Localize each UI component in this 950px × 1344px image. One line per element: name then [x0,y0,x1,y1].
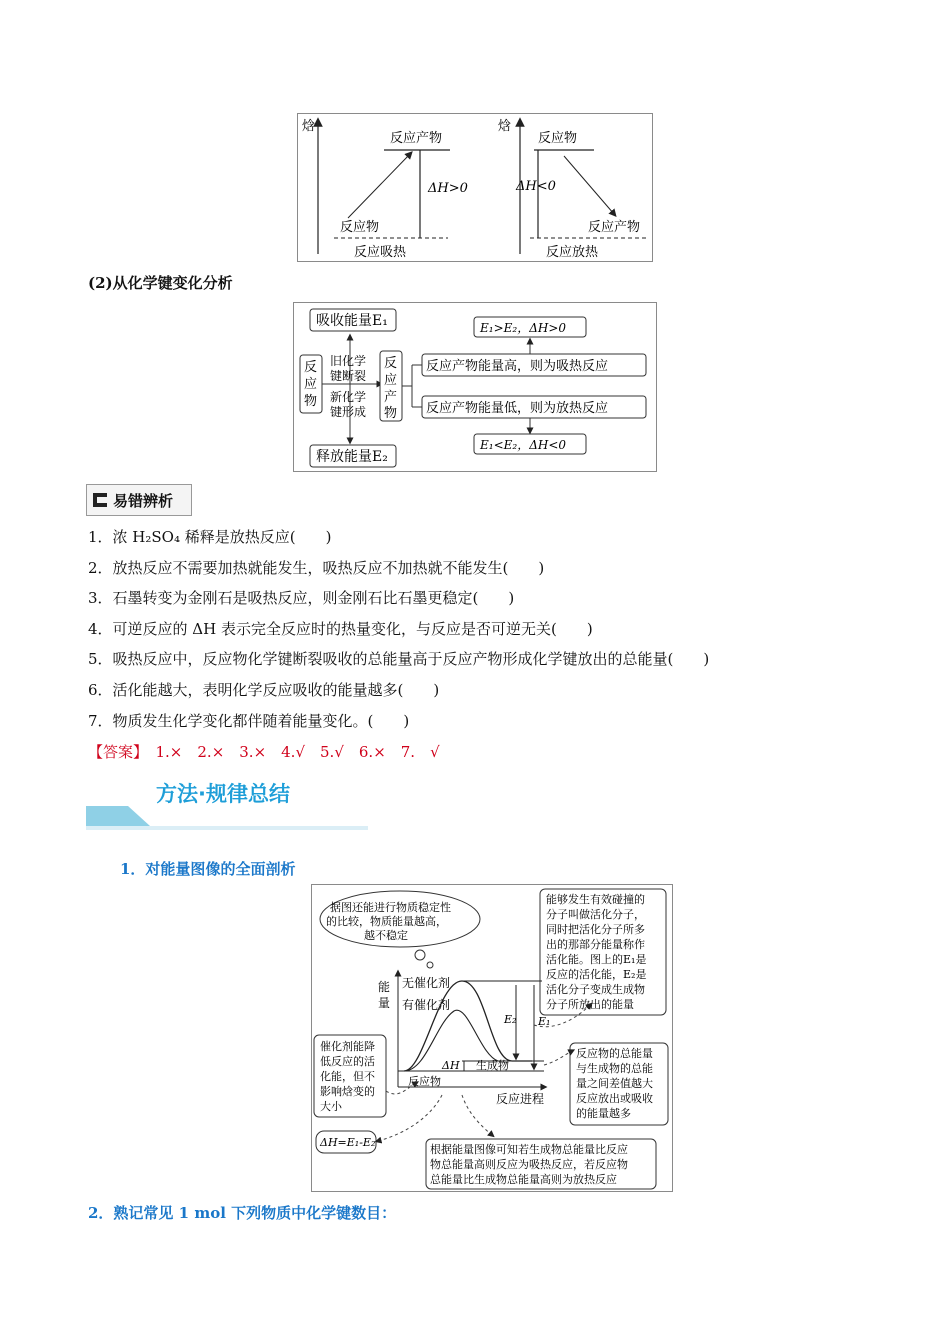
with-catalyst-label: 有催化剂 [402,998,451,1012]
new-bond-line2: 键形成 [330,405,367,419]
total-line1: 反应物的总能量 [576,1047,653,1060]
tag-label: 易错辨析 [113,491,174,510]
question-5: 5．吸热反应中，反应物化学键断裂吸收的总能量高于反应产物形成化学键放出的总能量( ) [88,650,710,668]
activation-line1: 能够发生有效碰撞的 [546,893,645,906]
answer-line: 【答案】 1.× 2.× 3.× 4.√ 5.√ 6.× 7. √ [88,743,440,761]
total-line3: 量之间差值越大 [576,1077,653,1090]
catalyst-line3: 化能，但不 [320,1070,375,1083]
y-label-char2: 量 [378,996,391,1010]
activation-line6: 反应的活化能，E₂是 [546,968,647,981]
reactant-label: 反应物 [408,1075,441,1088]
right-dh-label: ΔH<0 [516,179,556,194]
catalyst-line5: 大小 [320,1100,342,1113]
question-7: 7．物质发生化学变化都伴随着能量变化。( ) [88,712,410,730]
heading-energy-diagram: 1．对能量图像的全面剖析 [120,860,296,878]
bond-change-diagram [294,303,656,471]
high-energy-box: 反应产物能量高，则为吸热反应 [426,359,609,374]
cloud-line3: 越不稳定 [364,929,408,942]
question-6: 6．活化能越大，表明化学反应吸收的能量越多( ) [88,681,440,699]
total-line5: 的能量越多 [576,1107,631,1120]
product-char-2: 应 [384,373,398,388]
energy-profile-figure [311,884,673,1192]
activation-line2: 分子叫做活化分子， [546,908,645,921]
question-3: 3．石墨转变为金刚石是吸热反应，则金刚石比石墨更稳定( ) [88,589,515,607]
no-catalyst-label: 无催化剂 [402,976,451,990]
error-analysis-tag [86,484,192,516]
bottom-line1: 根据能量图像可知若生成物总能量比反应 [430,1143,628,1156]
cloud-line2: 的比较，物质能量越高， [326,915,447,928]
right-axis-label: 焓 [498,119,512,134]
low-energy-box: 反应产物能量低，则为放热反应 [426,401,609,416]
old-bond-line1: 旧化学 [330,354,367,368]
activation-line5: 活化能。图上的E₁是 [546,953,647,966]
enthalpy-figure [297,113,653,262]
x-axis-label: 反应进程 [496,1092,545,1106]
dh-formula: ΔH=E₁-E₂ [320,1136,376,1149]
question-2: 2．放热反应不需要加热就能发生，吸热反应不加热就不能发生( ) [88,559,545,577]
y-label-char1: 能 [378,980,391,994]
left-bottom-label: 反应物 [340,220,380,235]
question-4: 4．可逆反应的 ΔH 表示完全反应时的热量变化，与反应是否可逆无关( ) [88,620,593,638]
product-char-3: 产 [384,390,398,405]
activation-line4: 出的那部分能量称作 [546,938,645,951]
product-label: 生成物 [476,1059,509,1072]
cloud-line1: 据图还能进行物质稳定性 [330,901,451,914]
activation-line7: 活化分子变成生成物 [546,983,645,996]
activation-line8: 分子所放出的能量 [546,998,634,1011]
old-bond-line2: 键断裂 [330,369,367,383]
enthalpy-diagrams [298,114,652,261]
catalyst-line4: 影响焓变的 [320,1085,375,1098]
right-top-label: 反应物 [538,131,578,146]
release-energy-box: 释放能量E₂ [316,449,388,465]
energy-profile-diagram [312,885,672,1191]
dh-label: ΔH [442,1059,460,1072]
bottom-line2: 物总能量高则反应为吸热反应，若反应物 [430,1158,628,1171]
left-dh-label: ΔH>0 [428,181,468,196]
bond-change-figure [293,302,657,472]
e2-label: E₂ [504,1013,517,1026]
tag-icon [93,493,107,507]
total-line2: 与生成物的总能 [576,1062,653,1075]
left-caption: 反应吸热 [354,245,407,260]
reactant-char-2: 应 [304,377,318,392]
product-char-1: 反 [384,356,398,371]
bottom-line3: 总能量比生成物总能量高则为放热反应 [430,1173,617,1186]
reactant-char-3: 物 [304,394,318,409]
question-1: 1．浓 H₂SO₄ 稀释是放热反应( ) [88,528,332,546]
activation-line3: 同时把活化分子所多 [546,923,645,936]
product-char-4: 物 [384,406,398,421]
left-top-label: 反应产物 [390,131,443,146]
condition-endothermic: E₁>E₂，ΔH>0 [480,321,567,335]
heading-bond-count: 2．熟记常见 1 mol 下列物质中化学键数目： [88,1204,397,1222]
condition-exothermic: E₁<E₂，ΔH<0 [480,438,567,452]
total-line4: 反应放出或吸收 [576,1092,653,1105]
section-title-bond-change: (2)从化学键变化分析 [88,274,233,292]
e1-label: E₁ [538,1015,551,1028]
right-caption: 反应放热 [546,245,599,260]
new-bond-line1: 新化学 [330,390,367,404]
banner-title: 方法·规律总结 [156,782,290,806]
reactant-char-1: 反 [304,360,318,375]
catalyst-line1: 催化剂能降 [320,1040,375,1053]
left-axis-label: 焓 [302,119,316,134]
catalyst-line2: 低反应的活 [320,1055,375,1068]
right-bottom-label: 反应产物 [588,220,641,235]
absorb-energy-box: 吸收能量E₁ [316,313,388,329]
